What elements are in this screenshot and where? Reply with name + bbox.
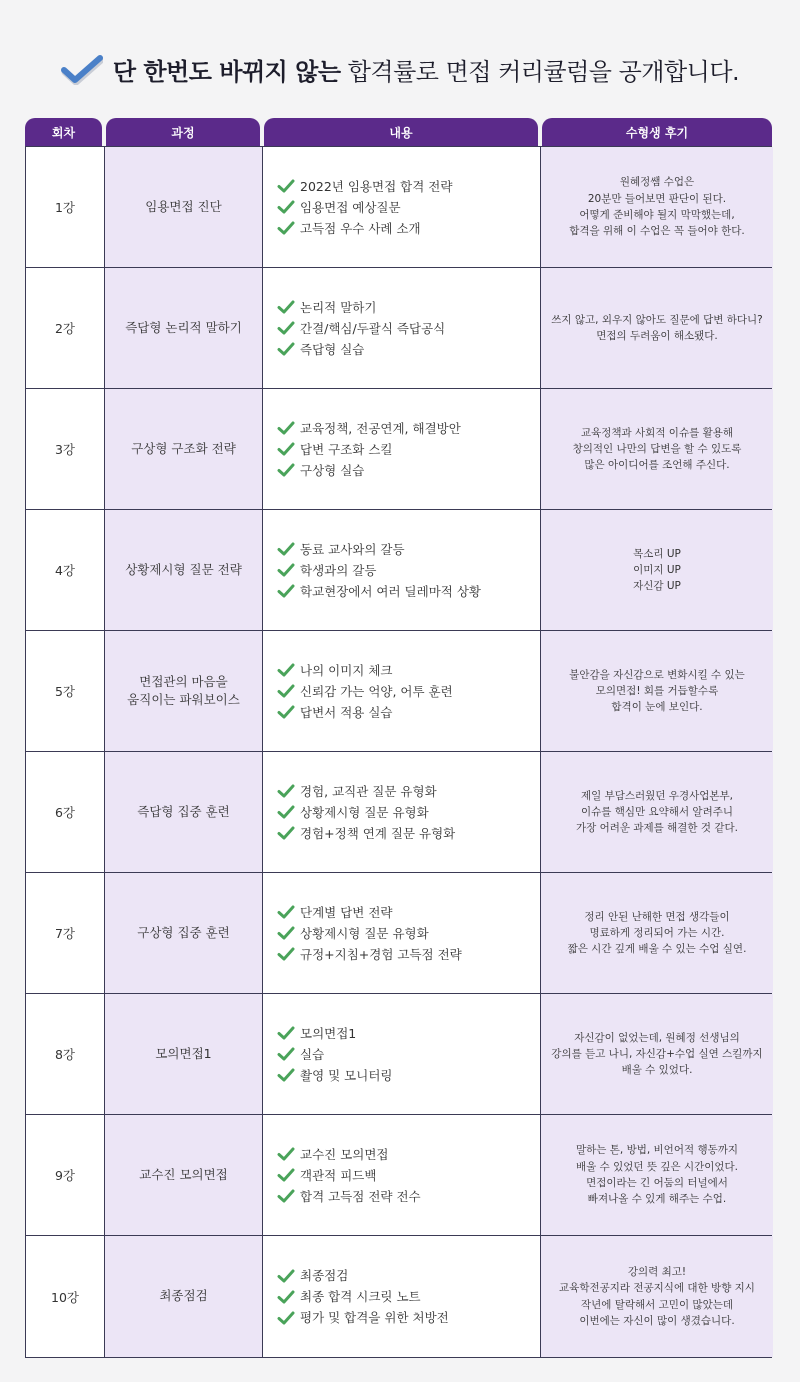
course-cell [105, 1115, 263, 1235]
content-list [277, 539, 481, 602]
table-row [26, 268, 771, 389]
content-text: 모의면접1 [300, 1025, 357, 1041]
content-list [277, 418, 461, 481]
review-line: 이번에는 자신이 많이 생겼습니다. [579, 1314, 735, 1327]
content-item [277, 581, 481, 602]
content-cell [263, 631, 541, 751]
content-item [277, 781, 455, 802]
content-text: 규정+지침+경험 고득점 전략 [300, 946, 462, 962]
review-line: 짧은 시간 깊게 배울 수 있는 수업 실연. [567, 943, 747, 956]
content-text: 간결/핵심/두괄식 즉답공식 [300, 320, 446, 336]
course-line: 모의면접1 [155, 1045, 212, 1061]
check-icon [277, 584, 295, 598]
content-list [277, 1023, 392, 1086]
content-cell [263, 873, 541, 993]
content-item [277, 681, 453, 702]
session-cell: 1강 [26, 147, 105, 267]
content-text: 학생과의 갈등 [300, 562, 377, 578]
check-icon [277, 826, 295, 840]
content-cell [263, 389, 541, 509]
table-row [26, 147, 771, 268]
course-line: 면접관의 마음을 [139, 673, 228, 689]
check-icon [277, 563, 295, 577]
course-cell [105, 389, 263, 509]
table-row [26, 994, 771, 1115]
content-list [277, 1144, 421, 1207]
content-cell [263, 147, 541, 267]
content-text: 최종점검 [300, 1268, 349, 1283]
content-cell [263, 994, 541, 1114]
content-item [277, 318, 445, 339]
content-text: 합격 고득점 전략 전수 [300, 1188, 421, 1204]
content-cell [263, 752, 541, 872]
content-text: 즉답형 실습 [300, 341, 365, 357]
review-line: 어떻게 준비해야 될지 막막했는데, [579, 209, 735, 221]
content-text: 신뢰감 가는 억양, 어투 훈련 [300, 683, 453, 699]
session-cell: 8강 [26, 994, 105, 1114]
content-item [277, 297, 445, 318]
content-text: 최종 합격 시크릿 노트 [300, 1289, 421, 1304]
check-icon [277, 542, 295, 556]
table-row [26, 389, 771, 510]
table-row [26, 873, 771, 994]
content-text: 실습 [300, 1046, 325, 1062]
review-cell [541, 389, 773, 509]
check-icon [277, 784, 295, 798]
content-item [277, 460, 461, 481]
session-cell: 10강 [26, 1236, 105, 1357]
review-line: 합격을 위해 이 수업은 꼭 들어야 한다. [569, 225, 745, 238]
review-line: 합격이 눈에 보인다. [611, 701, 703, 714]
curriculum-table [25, 118, 772, 1355]
review-line: 빠져나올 수 있게 해주는 수업. [587, 1193, 727, 1206]
review-cell [541, 1115, 773, 1235]
content-item [277, 1286, 449, 1307]
review-cell [541, 268, 773, 388]
review-line: 배울 수 있었던 뜻 깊은 시간이었다. [575, 1160, 739, 1173]
course-line: 구상형 구조화 전략 [131, 440, 236, 456]
page-title-normal: 합격률로 면접 커리큘럼을 공개합니다. [347, 58, 740, 86]
check-icon [277, 1189, 295, 1203]
course-line: 상황제시형 질문 전략 [125, 561, 242, 577]
session-cell: 6강 [26, 752, 105, 872]
content-text: 답변서 적용 실습 [300, 704, 393, 720]
course-cell [105, 994, 263, 1114]
check-icon [277, 421, 295, 435]
session-cell: 2강 [26, 268, 105, 388]
column-header-session: 회차 [25, 118, 102, 146]
review-cell [541, 510, 773, 630]
review-line: 이슈를 핵심만 요약해서 알려주니 [580, 805, 733, 818]
page-title-row [0, 52, 800, 87]
table-row [26, 752, 771, 873]
table-row [26, 1115, 771, 1236]
review-cell [541, 147, 773, 267]
check-icon [277, 342, 295, 356]
content-text: 상황제시형 질문 유형화 [300, 925, 429, 941]
check-icon [277, 1311, 295, 1325]
check-icon [277, 179, 295, 193]
review-line: 쓰지 않고, 외우지 않아도 질문에 답변 하다니? [551, 313, 763, 326]
content-list [277, 781, 455, 844]
table-row [26, 1236, 771, 1357]
check-icon [277, 905, 295, 919]
content-item [277, 923, 462, 944]
review-cell [541, 1236, 773, 1357]
content-text: 교수진 모의면접 [300, 1146, 389, 1162]
content-list [277, 176, 452, 239]
content-text: 논리적 말하기 [300, 299, 377, 315]
check-icon [277, 1269, 295, 1283]
course-cell [105, 631, 263, 751]
content-item [277, 944, 462, 965]
session-cell: 4강 [26, 510, 105, 630]
course-line: 교수진 모의면접 [139, 1166, 228, 1182]
content-item [277, 418, 461, 439]
check-icon [277, 926, 295, 940]
content-item [277, 197, 452, 218]
review-line: 면접이라는 긴 어둠의 터널에서 [586, 1177, 728, 1189]
content-text: 2022년 임용면접 합격 전략 [300, 178, 453, 194]
check-icon [277, 1026, 295, 1040]
course-cell [105, 268, 263, 388]
checkmark-icon [61, 55, 103, 85]
check-icon [277, 805, 295, 819]
content-item [277, 1065, 392, 1086]
course-cell [105, 1236, 263, 1357]
content-text: 경험+정책 연계 질문 유형화 [300, 825, 456, 841]
check-icon [277, 1047, 295, 1061]
content-text: 고득점 우수 사례 소개 [300, 220, 421, 236]
review-cell [541, 994, 773, 1114]
content-item [277, 1023, 392, 1044]
table-header [25, 118, 772, 146]
content-item [277, 1186, 421, 1207]
content-text: 학교현장에서 여러 딜레마적 상황 [300, 583, 481, 599]
review-line: 교육정책과 사회적 이슈를 활용해 [580, 426, 733, 439]
content-item [277, 823, 455, 844]
check-icon [277, 1168, 295, 1182]
review-line: 작년에 탈락해서 고민이 많았는데 [580, 1298, 733, 1311]
course-line: 구상형 집중 훈련 [137, 924, 230, 940]
check-icon [277, 200, 295, 214]
review-cell [541, 752, 773, 872]
course-cell [105, 873, 263, 993]
content-item [277, 902, 462, 923]
content-list [277, 297, 445, 360]
content-text: 답변 구조화 스킬 [300, 441, 393, 457]
content-item [277, 660, 453, 681]
table-row [26, 631, 771, 752]
content-item [277, 539, 481, 560]
content-cell [263, 268, 541, 388]
review-line: 20분만 들어보면 판단이 된다. [587, 192, 727, 205]
review-line: 제일 부담스러웠던 우경사업본부, [580, 789, 733, 802]
check-icon [277, 663, 295, 677]
content-list [277, 902, 462, 965]
review-line: 강의를 듣고 나니, 자신감+수업 실연 스킬까지 [551, 1047, 763, 1060]
column-header-content: 내용 [264, 118, 538, 146]
review-line: 불안감을 자신감으로 변화시킬 수 있는 [569, 668, 745, 681]
review-line: 강의력 최고! [627, 1265, 687, 1278]
content-item [277, 802, 455, 823]
content-item [277, 176, 452, 197]
content-item [277, 1165, 421, 1186]
content-text: 평가 및 합격을 위한 처방전 [300, 1310, 449, 1325]
content-text: 객관적 피드백 [300, 1167, 377, 1183]
check-icon [277, 463, 295, 477]
review-line: 많은 아이디어를 조언해 주신다. [584, 459, 730, 472]
check-icon [277, 1147, 295, 1161]
check-icon [277, 1068, 295, 1082]
review-line: 정리 안된 난해한 면접 생각들이 [584, 910, 730, 923]
content-text: 교육정책, 전공연계, 해결방안 [300, 420, 461, 436]
content-text: 나의 이미지 체크 [300, 662, 393, 678]
content-cell [263, 1115, 541, 1235]
content-text: 구상형 실습 [300, 462, 365, 478]
review-line: 모의면접! 회를 거듭할수록 [595, 684, 719, 697]
review-line: 말하는 톤, 방법, 비언어적 행동까지 [575, 1144, 739, 1157]
check-icon [277, 321, 295, 335]
course-cell [105, 752, 263, 872]
content-item [277, 1144, 421, 1165]
session-cell: 7강 [26, 873, 105, 993]
review-line: 자신감 UP [633, 580, 681, 593]
content-text: 경험, 교직관 질문 유형화 [300, 783, 437, 799]
review-line: 면접의 두려움이 해소됐다. [596, 330, 718, 342]
content-text: 임용면접 예상질문 [300, 199, 401, 215]
content-text: 상황제시형 질문 유형화 [300, 804, 429, 820]
review-line: 명료하게 정리되어 가는 시간. [589, 926, 725, 939]
content-list [277, 1265, 449, 1328]
check-icon [277, 947, 295, 961]
review-line: 가장 어려운 과제를 해결한 것 같다. [575, 822, 739, 835]
review-line: 원혜정쌤 수업은 [619, 176, 695, 189]
content-text: 동료 교사와의 갈등 [300, 541, 405, 557]
course-cell [105, 510, 263, 630]
table-row [26, 510, 771, 631]
column-header-review: 수형생 후기 [542, 118, 772, 146]
check-icon [277, 442, 295, 456]
check-icon [277, 300, 295, 314]
session-cell: 9강 [26, 1115, 105, 1235]
review-cell [541, 631, 773, 751]
content-item [277, 439, 461, 460]
course-line: 즉답형 논리적 말하기 [125, 319, 242, 335]
content-item [277, 218, 452, 239]
content-cell [263, 510, 541, 630]
session-cell: 5강 [26, 631, 105, 751]
review-line: 자신감이 없었는데, 원혜정 선생님의 [574, 1031, 740, 1044]
content-item [277, 339, 445, 360]
content-item [277, 1307, 449, 1328]
check-icon [277, 705, 295, 719]
table-body [25, 146, 772, 1358]
check-icon [277, 221, 295, 235]
content-item [277, 1265, 449, 1286]
course-cell [105, 147, 263, 267]
review-cell [541, 873, 773, 993]
check-icon [277, 1290, 295, 1304]
course-line: 즉답형 집중 훈련 [137, 803, 230, 819]
column-header-course: 과정 [106, 118, 260, 146]
review-line: 이미지 UP [633, 563, 681, 576]
content-cell [263, 1236, 541, 1357]
session-cell: 3강 [26, 389, 105, 509]
review-line: 교육학전공지라 전공지식에 대한 방향 지시 [559, 1282, 755, 1295]
content-item [277, 702, 453, 723]
page-title-bold: 단 한번도 바뀌지 않는 [112, 58, 341, 86]
course-line: 최종점검 [159, 1288, 208, 1304]
content-item [277, 560, 481, 581]
content-text: 단계별 답변 전략 [300, 904, 393, 920]
course-line: 임용면접 진단 [145, 198, 222, 214]
review-line: 배울 수 있었다. [621, 1064, 693, 1077]
content-text: 촬영 및 모니터링 [300, 1067, 393, 1083]
course-line: 움직이는 파워보이스 [127, 692, 240, 707]
page-title [113, 52, 739, 87]
review-line: 목소리 UP [633, 547, 681, 560]
content-list [277, 660, 453, 723]
check-icon [277, 684, 295, 698]
review-line: 창의적인 나만의 답변을 할 수 있도록 [572, 442, 742, 455]
content-item [277, 1044, 392, 1065]
